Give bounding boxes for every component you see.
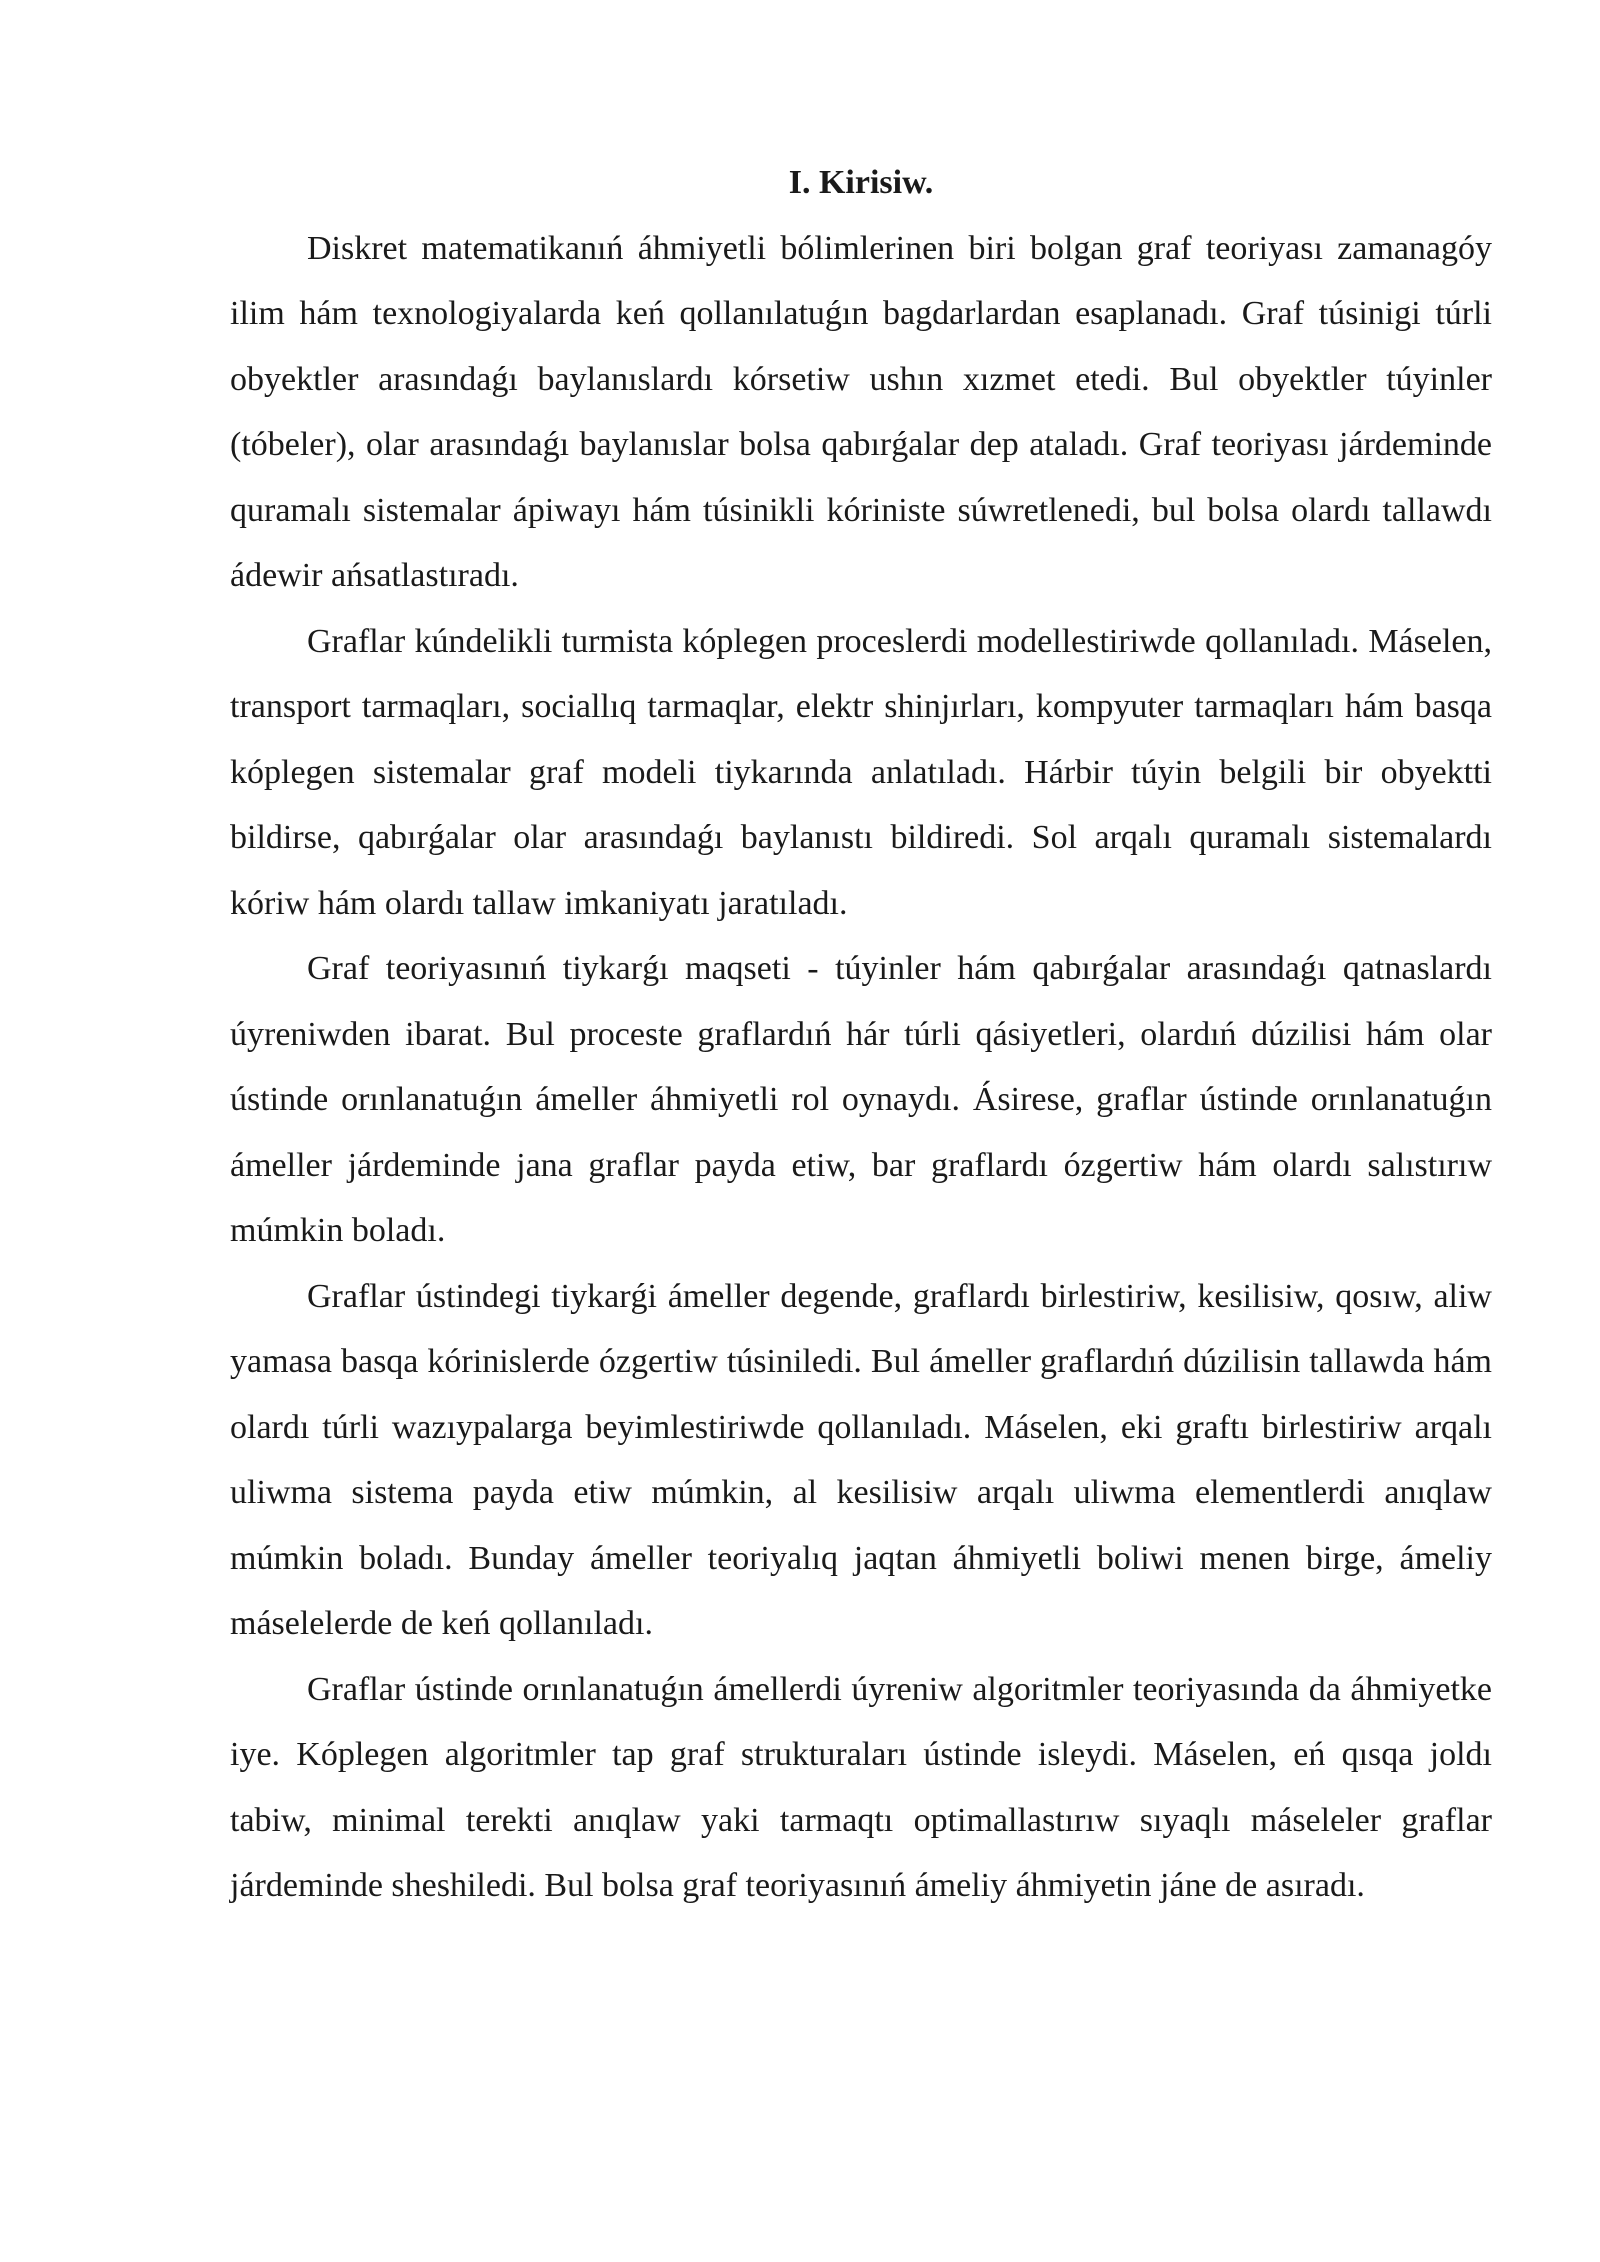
document-page bbox=[230, 150, 1492, 1919]
paragraph-2: Graflar kúndelikli turmista kóplegen proceslerdi modellestiriwde qollanıladı. Máselen, transport tarmaqları, sociallıq tarmaqlar, elektr shinjırları, kompyuter tarmaqları hám basqa kóplegen sistemalar graf modeli tiykarında anlatıladı. Hárbir túyin belgili bir obyektti bildirse, qabırǵalar olar arasındaǵı baylanıstı bildiredi. Sol arqalı quramalı sistemalardı kóriw hám olardı tallaw imkaniyatı jaratıladı. bbox=[230, 622, 1492, 922]
paragraph-5: Graflar ústinde orınlanatuǵın ámellerdi úyreniw algoritmler teoriyasında da áhmiyetke iye. Kóplegen algoritmler tap graf strukturaları ústinde isleydi. Máselen, eń qısqa joldı tabiw, minimal terekti anıqlaw yaki tarmaqtı optimallastırıw sıyaqlı máseleler graflar járdeminde sheshiledi. Bul bolsa graf teoriyasınıń ámeliy áhmiyetin jáne de asıradı. bbox=[230, 1670, 1492, 1904]
paragraph-1: Diskret matematikanıń áhmiyetli bólimlerinen biri bolgan graf teoriyası zamanagóy ilim hám texnologiyalarda keń qollanılatuǵın bagdarlardan esaplanadı. Graf túsinigi túrli obyektler arasındaǵı baylanıslardı kórsetiw ushın xızmet etedi. Bul obyektler túyinler (tóbeler), olar arasındaǵı baylanıslar bolsa qabırǵalar dep ataladı. Graf teoriyası járdeminde quramalı sistemalar ápiwayı hám túsinikli kóriniste súwretlenedi, bul bolsa olardı tallawdı ádewir ańsatlastıradı. bbox=[230, 229, 1492, 594]
paragraph-3: Graf teoriyasınıń tiykarǵı maqseti - túyinler hám qabırǵalar arasındaǵı qatnaslardı úyreniwden ibarat. Bul proceste graflardıń hár túrli qásiyetleri, olardıń dúzilisi hám olar ústinde orınlanatuǵın ámeller áhmiyetli rol oynaydı. Ásirese, graflar ústinde orınlanatuǵın ámeller járdeminde jana graflar payda etiw, bar graflardı ózgertiw hám olardı salıstırıw múmkin boladı. bbox=[230, 950, 1492, 1249]
section-title: I. Kirisiw. bbox=[788, 164, 934, 201]
paragraph-4: Graflar ústindegi tiykarǵi ámeller degende, graflardı birlestiriw, kesilisiw, qosıw, aliw yamasa basqa kórinislerde ózgertiw túsiniledi. Bul ámeller graflardıń dúzilisin tallawda hám olardı túrli wazıypalarga beyimlestiriwde qollanıladı. Máselen, eki graftı birlestiriw arqalı uliwma sistema payda etiw múmkin, al kesilisiw arqalı uliwma elementlerdi anıqlaw múmkin boladı. Bunday ámeller teoriyalıq jaqtan áhmiyetli boliwi menen birge, ámeliy máselelerde de keń qollanıladı. bbox=[230, 1277, 1492, 1642]
